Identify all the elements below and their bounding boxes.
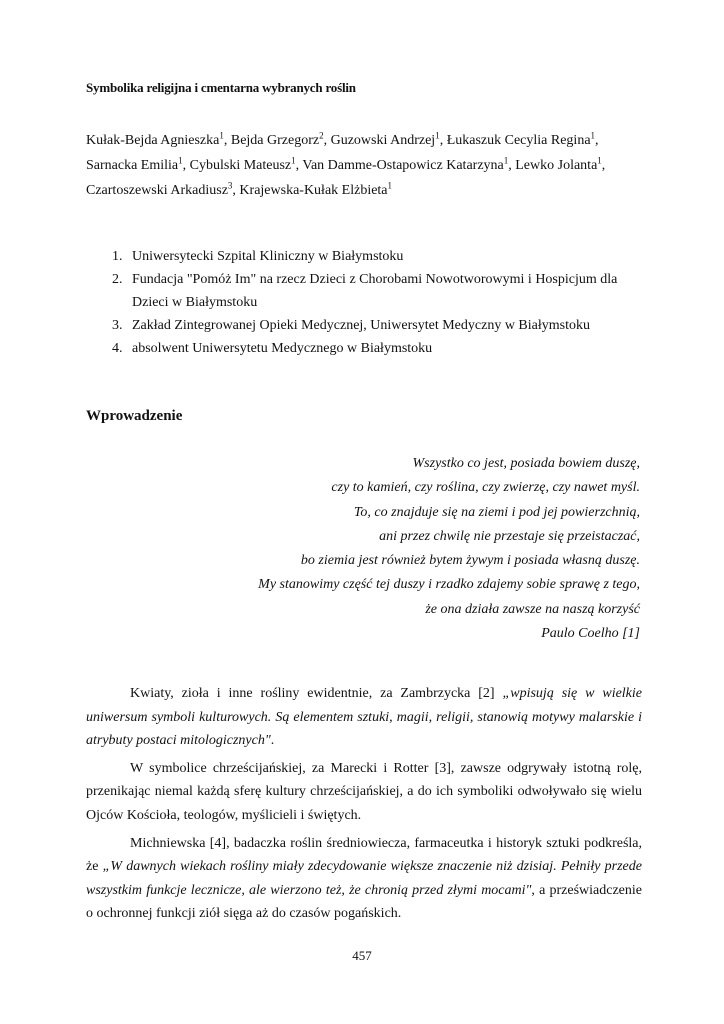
author: Lewko Jolanta$^1$, [515,155,606,173]
paragraph: W symbolice chrześcijańskiej, za Marecki i Rotter [3], zawsze odgrywały istotną rolę, przenikając niemal każdą sferę kultury chrześcijańskiej, a do ich symboliki odwoływało się wielu Ojców Kościoła, teologów, myślicieli i świętych. [86,760,642,823]
epigraph-line: ani przez chwilę nie przestaje się przeistaczać, [379,528,640,544]
page-number: 457 [352,948,372,963]
author-list [86,128,646,203]
author: Cybulski Mateusz$^1$, [189,155,300,173]
epigraph-line: Wszystko co jest, posiada bowiem duszę, [412,456,640,471]
author: Sarnacka Emilia$^1$, [86,155,187,173]
author: Czartoszewski Arkadiusz$^3$, [86,180,236,198]
paper-title: Symbolika religijna i cmentarna wybranych roślin [86,80,356,95]
epigraph-attribution: Paulo Coelho [1] [541,626,640,642]
epigraph-line: My stanowimy część tej duszy i rzadko zdajemy sobie sprawę z tego, [258,577,640,593]
paragraph: Michniewska [4], badaczka roślin średniowiecza, farmaceutka i historyk sztuki podkreśla, że „W dawnych wiekach rośliny miały zdecydowanie większe znaczenie niż dzisiaj. Pełniły przede wszystkim funkcje lecznicze, ale wierzono też, że chronią przed złymi mocami", a przeświadczenie o ochronnej funkcji ziół sięga aż do czasów pogańskich. [86,835,642,922]
paragraph: Kwiaty, zioła i inne rośliny ewidentnie, za Zambrzycka [2] „wpisują się w wielkie uniwersum symboli kulturowych. Są elementem sztuki, magii, religii, stanowią motywy malarskie i atrybuty postaci mitologicznych". [86,686,643,749]
epigraph-line: że ona działa zawsze na naszą korzyść [425,601,640,617]
author: Guzowski Andrzej$^1$, [330,130,444,148]
author: Van Damme-Ostapowicz Katarzyna$^1$, [302,155,512,173]
epigraph-line: czy to kamień, czy roślina, czy zwierzę, czy nawet myśl. [331,480,640,496]
body-text [86,682,642,930]
inline-quote: „W dawnych wiekach rośliny miały zdecydowanie większe znaczenie niż dzisiaj. Pełniły przede wszystkim funkcje lecznicze, ale wierzono też, że chronią przed złymi mocami" [86,859,642,898]
author: Łukaszuk Cecylia Regina$^1$, [446,130,599,148]
affiliation-item: 3. Zakład Zintegrowanej Opieki Medycznej, Uniwersytet Medyczny w Białymstoku [112,318,590,333]
section-heading: Wprowadzenie [86,408,183,424]
epigraph-line: bo ziemia jest również bytem żywym i posiada własną duszę. [300,553,640,569]
affiliation-item: 1. Uniwersytecki Szpital Kliniczny w Białymstoku [112,249,404,264]
author: Bejda Grzegorz$^2$, [230,130,328,148]
epigraph [80,452,640,646]
inline-quote: „wpisują się w wielkie uniwersum symboli kulturowych. Są elementem sztuki, magii, religii, stanowią motywy malarskie i atrybuty postaci mitologicznych" [86,686,643,749]
epigraph-line: To, co znajduje się na ziemi i pod jej powierzchnią, [353,504,640,520]
affiliation-item: 2. Fundacja "Pomóż Im" na rzecz Dzieci z Chorobami Nowotworowymi i Hospicjum dla Dzieci w Białymstoku [112,272,618,310]
author: Kułak-Bejda Agnieszka$^1$, [86,130,228,148]
affiliation-list [112,245,652,360]
affiliation-item: 4. absolwent Uniwersytetu Medycznego w Białymstoku [112,341,433,356]
author: Krajewska-Kułak Elżbieta$^1$ [239,180,393,198]
